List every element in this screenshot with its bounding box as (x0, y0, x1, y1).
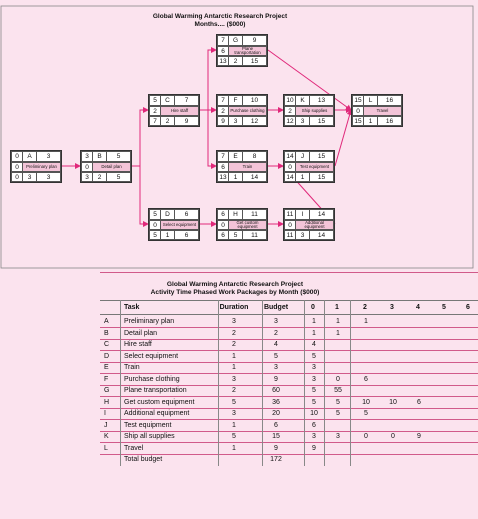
row-budget: 9 (274, 375, 278, 383)
header-month-6: 6 (466, 304, 470, 311)
node-early-start: 15 (352, 95, 364, 106)
table-column-rule (350, 300, 351, 466)
row-budget: 5 (274, 352, 278, 360)
row-month-0: 10 (310, 410, 318, 417)
row-task: Plane transportation (124, 387, 187, 394)
node-id: B (92, 151, 107, 162)
node-id: F (228, 95, 243, 106)
node-name: Hire staff (160, 106, 199, 116)
node-name: Plane transportation (228, 46, 267, 56)
row-id: E (104, 364, 109, 371)
row-month-1: 55 (334, 387, 342, 394)
row-budget: 3 (274, 318, 278, 325)
node-slack: 1 (228, 172, 243, 182)
row-duration: 2 (232, 341, 236, 348)
node-name: Ship supplies (295, 106, 334, 116)
row-duration: 1 (232, 352, 236, 360)
node-late-start: 6 (217, 230, 229, 240)
node-late-start: 13 (217, 172, 229, 182)
header-duration: Duration (219, 304, 249, 311)
node-duration: 7 (174, 95, 199, 106)
node-id: A (22, 151, 37, 162)
row-month-2: 0 (364, 433, 368, 440)
node-slack: 1 (295, 172, 310, 182)
arrow-b-d (132, 166, 148, 224)
node-late-start: 12 (284, 116, 296, 126)
row-id: G (104, 387, 110, 394)
node-late-start: 14 (284, 172, 296, 182)
node-slack-left: 6 (217, 162, 229, 172)
row-month-0: 5 (312, 387, 316, 394)
table-column-rule (262, 300, 263, 466)
row-budget: 3 (274, 364, 278, 371)
node-late-start: 11 (284, 230, 296, 240)
header-budget: Budget (263, 304, 289, 311)
row-month-2: 10 (362, 398, 370, 406)
arrow-b-c (132, 110, 148, 166)
row-month-1: 3 (336, 433, 340, 440)
diagram-title (100, 13, 340, 29)
diagram-title-line2: Months.... ($000) (194, 21, 246, 28)
row-month-3: 10 (389, 398, 397, 406)
node-l (351, 94, 403, 127)
diagram-title-line1: Global Warming Antarctic Research Project (152, 13, 288, 20)
total-label: Total budget (124, 456, 163, 463)
node-name: Additional equipment (295, 220, 334, 230)
node-slack-left: 6 (217, 46, 229, 56)
row-month-2: 6 (364, 375, 368, 383)
row-task: Preliminary plan (124, 318, 175, 325)
node-slack-left: 0 (284, 162, 296, 172)
row-id: H (104, 398, 110, 406)
node-early-start: 5 (149, 95, 161, 106)
node-slack-left: 0 (149, 220, 161, 230)
node-j (283, 150, 335, 183)
node-early-start: 10 (284, 95, 296, 106)
node-slack: 3 (295, 230, 310, 240)
node-slack: 3 (295, 116, 310, 126)
row-month-1: 0 (336, 375, 340, 383)
table-title-line2: Activity Time Phased Work Packages by Month ($000) (150, 289, 320, 296)
node-duration: 13 (309, 95, 334, 106)
row-budget: 15 (272, 433, 280, 440)
node-early-start: 0 (11, 151, 23, 162)
node-late-finish: 11 (242, 230, 267, 240)
arrow-c-g (200, 50, 216, 110)
node-id: J (295, 151, 310, 162)
node-duration: 6 (174, 209, 199, 220)
node-duration: 14 (309, 209, 334, 220)
node-slack-left: 0 (352, 106, 364, 116)
row-month-0: 3 (312, 375, 316, 383)
row-id: J (104, 421, 108, 429)
row-month-0: 9 (312, 444, 316, 452)
row-id: F (104, 375, 109, 383)
table-top-rule (100, 272, 478, 273)
table-title-line1: Global Warming Antarctic Research Project (166, 281, 304, 288)
table-column-rule (304, 300, 305, 466)
node-duration: 3 (36, 151, 61, 162)
node-late-start: 15 (352, 116, 364, 126)
node-late-finish: 14 (309, 230, 334, 240)
row-month-1: 1 (336, 318, 340, 325)
node-late-finish: 16 (377, 116, 402, 126)
node-e (216, 150, 268, 183)
row-budget: 20 (272, 410, 280, 417)
row-budget: 2 (274, 329, 278, 337)
row-task: Additional equipment (124, 410, 190, 417)
node-late-start: 0 (11, 172, 23, 182)
node-late-finish: 14 (242, 172, 267, 182)
row-duration: 1 (232, 364, 236, 371)
row-id: L (104, 444, 108, 452)
row-month-0: 3 (312, 364, 316, 371)
node-slack: 1 (363, 116, 378, 126)
node-name: Detail plan (92, 162, 131, 172)
row-budget: 6 (274, 421, 278, 429)
row-task: Get custom equipment (124, 398, 195, 406)
table-title (100, 281, 370, 297)
row-id: B (104, 329, 109, 337)
table-column-rule (120, 300, 121, 466)
node-slack-left: 0 (81, 162, 93, 172)
work-package-table (0, 272, 478, 519)
row-month-0: 6 (312, 421, 316, 429)
total-value: 172 (270, 456, 282, 463)
row-month-2: 5 (364, 410, 368, 417)
node-c (148, 94, 200, 127)
row-task: Test equipment (124, 421, 172, 429)
node-b (80, 150, 132, 183)
row-duration: 3 (232, 318, 236, 325)
node-slack-left: 2 (217, 106, 229, 116)
header-month-4: 4 (416, 304, 420, 311)
row-task: Purchase clothing (124, 375, 180, 383)
row-month-1: 5 (336, 410, 340, 417)
row-id: D (104, 352, 110, 360)
node-duration: 10 (242, 95, 267, 106)
node-slack: 5 (228, 230, 243, 240)
node-slack: 2 (92, 172, 107, 182)
node-late-start: 3 (81, 172, 93, 182)
node-duration: 15 (309, 151, 334, 162)
node-name: Train (228, 162, 267, 172)
row-month-0: 5 (312, 352, 316, 360)
row-month-0: 1 (312, 329, 316, 337)
table-column-rule (218, 300, 219, 466)
row-duration: 5 (232, 398, 236, 406)
row-duration: 5 (232, 433, 236, 440)
node-slack: 3 (22, 172, 37, 182)
node-d (148, 208, 200, 241)
node-duration: 9 (242, 35, 267, 46)
node-duration: 11 (242, 209, 267, 220)
row-task: Ship all supplies (124, 433, 175, 440)
row-duration: 3 (232, 410, 236, 417)
node-duration: 5 (106, 151, 131, 162)
row-month-0: 5 (312, 398, 316, 406)
row-task: Train (124, 364, 140, 371)
node-slack: 2 (160, 116, 175, 126)
node-slack-left: 2 (284, 106, 296, 116)
node-late-start: 5 (149, 230, 161, 240)
header-month-1: 1 (335, 304, 339, 311)
node-early-start: 14 (284, 151, 296, 162)
node-f (216, 94, 268, 127)
node-early-start: 3 (81, 151, 93, 162)
row-month-1: 5 (336, 398, 340, 406)
node-name: Test equipment (295, 162, 334, 172)
arrow-j-l (335, 110, 351, 166)
node-id: I (295, 209, 310, 220)
node-slack-left: 0 (284, 220, 296, 230)
header-month-0: 0 (311, 304, 315, 311)
node-name: Travel (363, 106, 402, 116)
row-id: A (104, 318, 109, 325)
node-late-finish: 3 (36, 172, 61, 182)
node-duration: 8 (242, 151, 267, 162)
row-budget: 36 (272, 398, 280, 406)
header-month-3: 3 (390, 304, 394, 311)
row-budget: 4 (274, 341, 278, 348)
node-early-start: 5 (149, 209, 161, 220)
node-i (283, 208, 335, 241)
header-task: Task (124, 304, 140, 311)
row-month-4: 9 (417, 433, 421, 440)
header-month-2: 2 (363, 304, 367, 311)
node-early-start: 6 (217, 209, 229, 220)
row-month-2: 1 (364, 318, 368, 325)
row-task: Travel (124, 444, 144, 452)
row-month-0: 4 (312, 341, 316, 348)
row-budget: 60 (272, 387, 280, 394)
row-duration: 3 (232, 375, 236, 383)
node-slack-left: 0 (11, 162, 23, 172)
table-rule (100, 300, 478, 301)
node-late-finish: 6 (174, 230, 199, 240)
node-late-start: 9 (217, 116, 229, 126)
node-id: C (160, 95, 175, 106)
row-task: Select equipment (124, 352, 179, 360)
node-id: L (363, 95, 378, 106)
row-id: C (104, 341, 110, 348)
row-month-3: 0 (391, 433, 395, 440)
node-name: Purchase clothing (228, 106, 267, 116)
node-id: G (228, 35, 243, 46)
row-duration: 2 (232, 387, 236, 394)
row-duration: 1 (232, 421, 236, 429)
node-id: K (295, 95, 310, 106)
node-id: H (228, 209, 243, 220)
node-a (10, 150, 62, 183)
node-slack-left: 0 (217, 220, 229, 230)
node-early-start: 7 (217, 35, 229, 46)
node-duration: 16 (377, 95, 402, 106)
row-task: Detail plan (124, 329, 158, 337)
row-task: Hire staff (124, 341, 152, 348)
node-late-finish: 15 (309, 172, 334, 182)
node-slack: 2 (228, 56, 243, 66)
node-name: Get custom equipment (228, 220, 267, 230)
node-g (216, 34, 268, 67)
arrow-c-e (200, 110, 216, 166)
node-late-finish: 15 (242, 56, 267, 66)
node-slack: 1 (160, 230, 175, 240)
node-slack: 3 (228, 116, 243, 126)
node-late-finish: 5 (106, 172, 131, 182)
node-late-finish: 9 (174, 116, 199, 126)
row-id: I (104, 410, 106, 417)
row-month-0: 1 (312, 318, 316, 325)
row-month-1: 1 (336, 329, 340, 337)
node-name: Preliminary plan (22, 162, 61, 172)
table-rule (100, 314, 478, 315)
node-late-start: 13 (217, 56, 229, 66)
node-early-start: 11 (284, 209, 296, 220)
node-name: Select equipment (160, 220, 199, 230)
node-id: D (160, 209, 175, 220)
node-late-finish: 12 (242, 116, 267, 126)
header-month-5: 5 (442, 304, 446, 311)
row-duration: 2 (232, 329, 236, 337)
node-h (216, 208, 268, 241)
table-column-rule (324, 300, 325, 466)
node-k (283, 94, 335, 127)
row-id: K (104, 433, 109, 440)
node-late-start: 7 (149, 116, 161, 126)
node-late-finish: 15 (309, 116, 334, 126)
row-duration: 1 (232, 444, 236, 452)
row-month-4: 6 (417, 398, 421, 406)
node-slack-left: 2 (149, 106, 161, 116)
node-id: E (228, 151, 243, 162)
row-month-0: 3 (312, 433, 316, 440)
row-budget: 9 (274, 444, 278, 452)
node-early-start: 7 (217, 151, 229, 162)
node-early-start: 7 (217, 95, 229, 106)
